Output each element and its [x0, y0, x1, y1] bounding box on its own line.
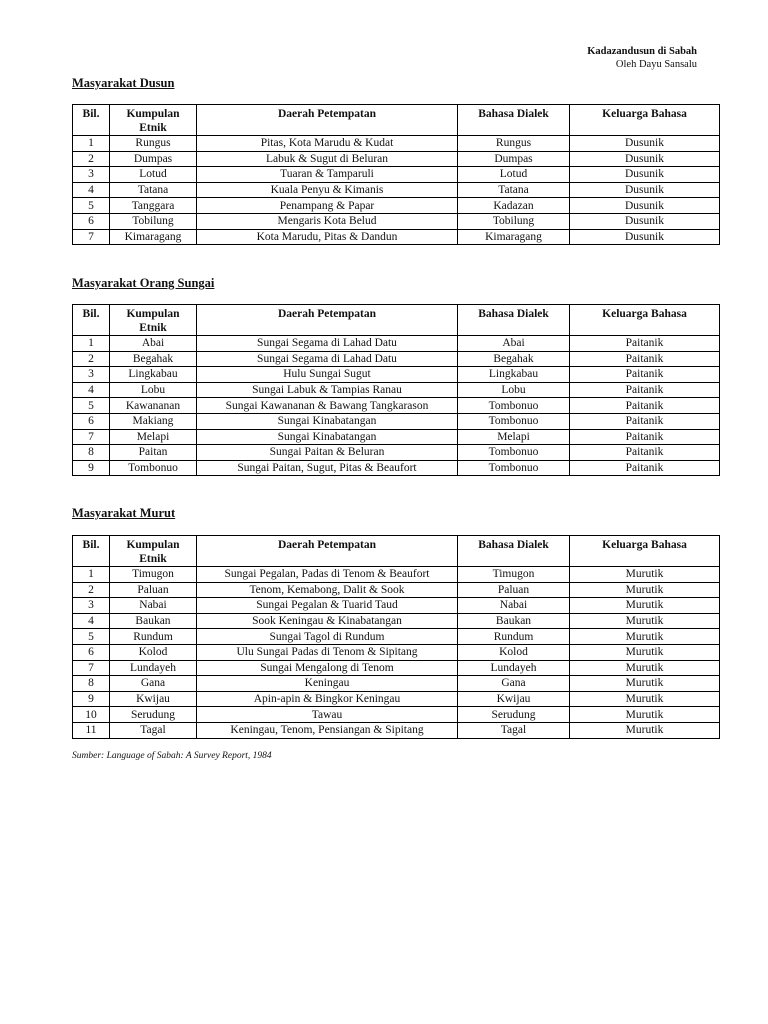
- table-row: [73, 367, 720, 383]
- cell-kumpulan-etnik: Lingkabau: [110, 367, 197, 383]
- table-row: [73, 629, 720, 645]
- cell-kumpulan-etnik: Kimaragang: [110, 229, 197, 245]
- cell-bil: 1: [73, 136, 110, 152]
- cell-daerah-petempatan: Keningau, Tenom, Pensiangan & Sipitang: [197, 722, 458, 738]
- cell-keluarga-bahasa: Paitanik: [570, 367, 720, 383]
- cell-bahasa-dialek: Tombonuo: [458, 460, 570, 476]
- cell-bil: 4: [73, 382, 110, 398]
- cell-keluarga-bahasa: Paitanik: [570, 336, 720, 352]
- cell-bil: 1: [73, 567, 110, 583]
- cell-bahasa-dialek: Tombonuo: [458, 413, 570, 429]
- cell-kumpulan-etnik: Begahak: [110, 351, 197, 367]
- cell-bahasa-dialek: Dumpas: [458, 151, 570, 167]
- cell-daerah-petempatan: Pitas, Kota Marudu & Kudat: [197, 136, 458, 152]
- cell-bahasa-dialek: Lotud: [458, 167, 570, 183]
- cell-daerah-petempatan: Labuk & Sugut di Beluran: [197, 151, 458, 167]
- cell-keluarga-bahasa: Murutik: [570, 598, 720, 614]
- table-row: [73, 445, 720, 461]
- cell-daerah-petempatan: Keningau: [197, 676, 458, 692]
- table-row: [73, 707, 720, 723]
- cell-daerah-petempatan: Sungai Tagol di Rundum: [197, 629, 458, 645]
- header-bil: Bil.: [73, 305, 110, 336]
- cell-keluarga-bahasa: Dusunik: [570, 229, 720, 245]
- table-body: [73, 567, 720, 739]
- table-row: [73, 722, 720, 738]
- cell-bahasa-dialek: Lobu: [458, 382, 570, 398]
- table-row: [73, 567, 720, 583]
- cell-kumpulan-etnik: Paitan: [110, 445, 197, 461]
- cell-bil: 8: [73, 445, 110, 461]
- cell-keluarga-bahasa: Paitanik: [570, 382, 720, 398]
- cell-bahasa-dialek: Timugon: [458, 567, 570, 583]
- table-orang-sungai: [72, 304, 720, 476]
- cell-kumpulan-etnik: Lundayeh: [110, 660, 197, 676]
- section-title-dusun: Masyarakat Dusun: [72, 76, 175, 90]
- cell-daerah-petempatan: Ulu Sungai Padas di Tenom & Sipitang: [197, 644, 458, 660]
- cell-keluarga-bahasa: Paitanik: [570, 460, 720, 476]
- cell-kumpulan-etnik: Melapi: [110, 429, 197, 445]
- table-row: [73, 598, 720, 614]
- header-kumpulan-etnik: Kumpulan Etnik: [110, 305, 197, 336]
- cell-bil: 2: [73, 151, 110, 167]
- cell-bahasa-dialek: Lundayeh: [458, 660, 570, 676]
- cell-keluarga-bahasa: Dusunik: [570, 136, 720, 152]
- table-row: [73, 429, 720, 445]
- header-bahasa-dialek: Bahasa Dialek: [458, 105, 570, 136]
- cell-bahasa-dialek: Gana: [458, 676, 570, 692]
- cell-kumpulan-etnik: Lobu: [110, 382, 197, 398]
- cell-bil: 2: [73, 582, 110, 598]
- cell-bil: 9: [73, 460, 110, 476]
- cell-keluarga-bahasa: Paitanik: [570, 445, 720, 461]
- cell-daerah-petempatan: Tenom, Kemabong, Dalit & Sook: [197, 582, 458, 598]
- cell-bil: 10: [73, 707, 110, 723]
- table-row: [73, 213, 720, 229]
- cell-daerah-petempatan: Sungai Pegalan & Tuarid Taud: [197, 598, 458, 614]
- table-body: [73, 336, 720, 476]
- cell-daerah-petempatan: Sungai Kinabatangan: [197, 413, 458, 429]
- cell-keluarga-bahasa: Dusunik: [570, 151, 720, 167]
- cell-daerah-petempatan: Tuaran & Tamparuli: [197, 167, 458, 183]
- cell-kumpulan-etnik: Lotud: [110, 167, 197, 183]
- cell-kumpulan-etnik: Gana: [110, 676, 197, 692]
- cell-kumpulan-etnik: Dumpas: [110, 151, 197, 167]
- cell-bil: 7: [73, 660, 110, 676]
- document-header: [587, 45, 697, 71]
- cell-keluarga-bahasa: Dusunik: [570, 167, 720, 183]
- source-note: Sumber: Language of Sabah: A Survey Report, 1984: [72, 751, 272, 761]
- cell-daerah-petempatan: Kuala Penyu & Kimanis: [197, 182, 458, 198]
- cell-bahasa-dialek: Rundum: [458, 629, 570, 645]
- table-row: [73, 167, 720, 183]
- table-row: [73, 198, 720, 214]
- cell-keluarga-bahasa: Murutik: [570, 644, 720, 660]
- table-row: [73, 460, 720, 476]
- cell-daerah-petempatan: Sungai Paitan, Sugut, Pitas & Beaufort: [197, 460, 458, 476]
- cell-keluarga-bahasa: Paitanik: [570, 398, 720, 414]
- cell-kumpulan-etnik: Tagal: [110, 722, 197, 738]
- header-daerah-petempatan: Daerah Petempatan: [197, 536, 458, 567]
- cell-bahasa-dialek: Rungus: [458, 136, 570, 152]
- header-keluarga-bahasa: Keluarga Bahasa: [570, 536, 720, 567]
- cell-daerah-petempatan: Sungai Segama di Lahad Datu: [197, 336, 458, 352]
- cell-bil: 7: [73, 429, 110, 445]
- cell-kumpulan-etnik: Tombonuo: [110, 460, 197, 476]
- cell-bil: 3: [73, 598, 110, 614]
- cell-keluarga-bahasa: Murutik: [570, 691, 720, 707]
- header-bahasa-dialek: Bahasa Dialek: [458, 536, 570, 567]
- cell-daerah-petempatan: Sungai Kawananan & Bawang Tangkarason: [197, 398, 458, 414]
- table-row: [73, 351, 720, 367]
- header-keluarga-bahasa: Keluarga Bahasa: [570, 105, 720, 136]
- cell-keluarga-bahasa: Murutik: [570, 613, 720, 629]
- cell-bil: 3: [73, 367, 110, 383]
- header-daerah-petempatan: Daerah Petempatan: [197, 305, 458, 336]
- table-row: [73, 660, 720, 676]
- cell-daerah-petempatan: Apin-apin & Bingkor Keningau: [197, 691, 458, 707]
- cell-bahasa-dialek: Lingkabau: [458, 367, 570, 383]
- cell-keluarga-bahasa: Paitanik: [570, 351, 720, 367]
- header-keluarga-bahasa: Keluarga Bahasa: [570, 305, 720, 336]
- table-row: [73, 229, 720, 245]
- cell-keluarga-bahasa: Dusunik: [570, 213, 720, 229]
- cell-bil: 2: [73, 351, 110, 367]
- cell-kumpulan-etnik: Abai: [110, 336, 197, 352]
- cell-kumpulan-etnik: Kolod: [110, 644, 197, 660]
- cell-daerah-petempatan: Hulu Sungai Sugut: [197, 367, 458, 383]
- cell-bahasa-dialek: Kolod: [458, 644, 570, 660]
- cell-bil: 5: [73, 398, 110, 414]
- header-bahasa-dialek: Bahasa Dialek: [458, 305, 570, 336]
- header-bil: Bil.: [73, 105, 110, 136]
- cell-keluarga-bahasa: Murutik: [570, 660, 720, 676]
- cell-daerah-petempatan: Sungai Labuk & Tampias Ranau: [197, 382, 458, 398]
- cell-bahasa-dialek: Melapi: [458, 429, 570, 445]
- header-kumpulan-etnik: Kumpulan Etnik: [110, 536, 197, 567]
- cell-kumpulan-etnik: Tanggara: [110, 198, 197, 214]
- cell-bil: 6: [73, 413, 110, 429]
- cell-bil: 1: [73, 336, 110, 352]
- cell-kumpulan-etnik: Tobilung: [110, 213, 197, 229]
- cell-kumpulan-etnik: Rungus: [110, 136, 197, 152]
- cell-daerah-petempatan: Sook Keningau & Kinabatangan: [197, 613, 458, 629]
- table-row: [73, 582, 720, 598]
- table-body: [73, 136, 720, 245]
- cell-daerah-petempatan: Sungai Kinabatangan: [197, 429, 458, 445]
- cell-bahasa-dialek: Tagal: [458, 722, 570, 738]
- header-bil: Bil.: [73, 536, 110, 567]
- table-row: [73, 644, 720, 660]
- cell-daerah-petempatan: Sungai Mengalong di Tenom: [197, 660, 458, 676]
- cell-bil: 3: [73, 167, 110, 183]
- cell-kumpulan-etnik: Makiang: [110, 413, 197, 429]
- cell-kumpulan-etnik: Serudung: [110, 707, 197, 723]
- table-row: [73, 382, 720, 398]
- cell-keluarga-bahasa: Murutik: [570, 722, 720, 738]
- cell-keluarga-bahasa: Dusunik: [570, 198, 720, 214]
- cell-daerah-petempatan: Penampang & Papar: [197, 198, 458, 214]
- document-author: Oleh Dayu Sansalu: [615, 59, 697, 70]
- cell-bahasa-dialek: Tobilung: [458, 213, 570, 229]
- cell-bahasa-dialek: Kwijau: [458, 691, 570, 707]
- cell-bil: 8: [73, 676, 110, 692]
- table-row: [73, 336, 720, 352]
- cell-bahasa-dialek: Tombonuo: [458, 445, 570, 461]
- cell-bahasa-dialek: Kadazan: [458, 198, 570, 214]
- cell-bahasa-dialek: Nabai: [458, 598, 570, 614]
- cell-bahasa-dialek: Baukan: [458, 613, 570, 629]
- cell-bahasa-dialek: Kimaragang: [458, 229, 570, 245]
- table-row: [73, 413, 720, 429]
- cell-bahasa-dialek: Serudung: [458, 707, 570, 723]
- cell-daerah-petempatan: Sungai Paitan & Beluran: [197, 445, 458, 461]
- section-title-murut: Masyarakat Murut: [72, 506, 176, 520]
- cell-keluarga-bahasa: Murutik: [570, 676, 720, 692]
- cell-bil: 9: [73, 691, 110, 707]
- header-kumpulan-etnik: Kumpulan Etnik: [110, 105, 197, 136]
- table-row: [73, 676, 720, 692]
- cell-bahasa-dialek: Begahak: [458, 351, 570, 367]
- cell-daerah-petempatan: Tawau: [197, 707, 458, 723]
- cell-keluarga-bahasa: Murutik: [570, 629, 720, 645]
- cell-bahasa-dialek: Paluan: [458, 582, 570, 598]
- cell-kumpulan-etnik: Baukan: [110, 613, 197, 629]
- cell-kumpulan-etnik: Kwijau: [110, 691, 197, 707]
- cell-keluarga-bahasa: Dusunik: [570, 182, 720, 198]
- table-row: [73, 398, 720, 414]
- cell-keluarga-bahasa: Paitanik: [570, 413, 720, 429]
- table-row: [73, 151, 720, 167]
- cell-bil: 6: [73, 644, 110, 660]
- table-row: [73, 691, 720, 707]
- cell-kumpulan-etnik: Rundum: [110, 629, 197, 645]
- cell-bil: 4: [73, 182, 110, 198]
- cell-keluarga-bahasa: Paitanik: [570, 429, 720, 445]
- cell-kumpulan-etnik: Kawananan: [110, 398, 197, 414]
- table-row: [73, 136, 720, 152]
- table-row: [73, 613, 720, 629]
- cell-keluarga-bahasa: Murutik: [570, 707, 720, 723]
- cell-kumpulan-etnik: Nabai: [110, 598, 197, 614]
- cell-keluarga-bahasa: Murutik: [570, 582, 720, 598]
- cell-bil: 6: [73, 213, 110, 229]
- header-daerah-petempatan: Daerah Petempatan: [197, 105, 458, 136]
- cell-keluarga-bahasa: Murutik: [570, 567, 720, 583]
- cell-bahasa-dialek: Tatana: [458, 182, 570, 198]
- cell-daerah-petempatan: Sungai Segama di Lahad Datu: [197, 351, 458, 367]
- cell-daerah-petempatan: Kota Marudu, Pitas & Dandun: [197, 229, 458, 245]
- cell-bil: 5: [73, 629, 110, 645]
- cell-daerah-petempatan: Sungai Pegalan, Padas di Tenom & Beaufort: [197, 567, 458, 583]
- cell-bil: 7: [73, 229, 110, 245]
- cell-bahasa-dialek: Abai: [458, 336, 570, 352]
- section-title-orang-sungai: Masyarakat Orang Sungai: [72, 276, 215, 290]
- cell-daerah-petempatan: Mengaris Kota Belud: [197, 213, 458, 229]
- cell-bahasa-dialek: Tombonuo: [458, 398, 570, 414]
- cell-kumpulan-etnik: Timugon: [110, 567, 197, 583]
- cell-kumpulan-etnik: Paluan: [110, 582, 197, 598]
- table-murut: [72, 535, 720, 739]
- table-row: [73, 182, 720, 198]
- cell-bil: 11: [73, 722, 110, 738]
- cell-kumpulan-etnik: Tatana: [110, 182, 197, 198]
- cell-bil: 4: [73, 613, 110, 629]
- table-dusun: [72, 104, 720, 245]
- cell-bil: 5: [73, 198, 110, 214]
- document-title: Kadazandusun di Sabah: [587, 46, 697, 57]
